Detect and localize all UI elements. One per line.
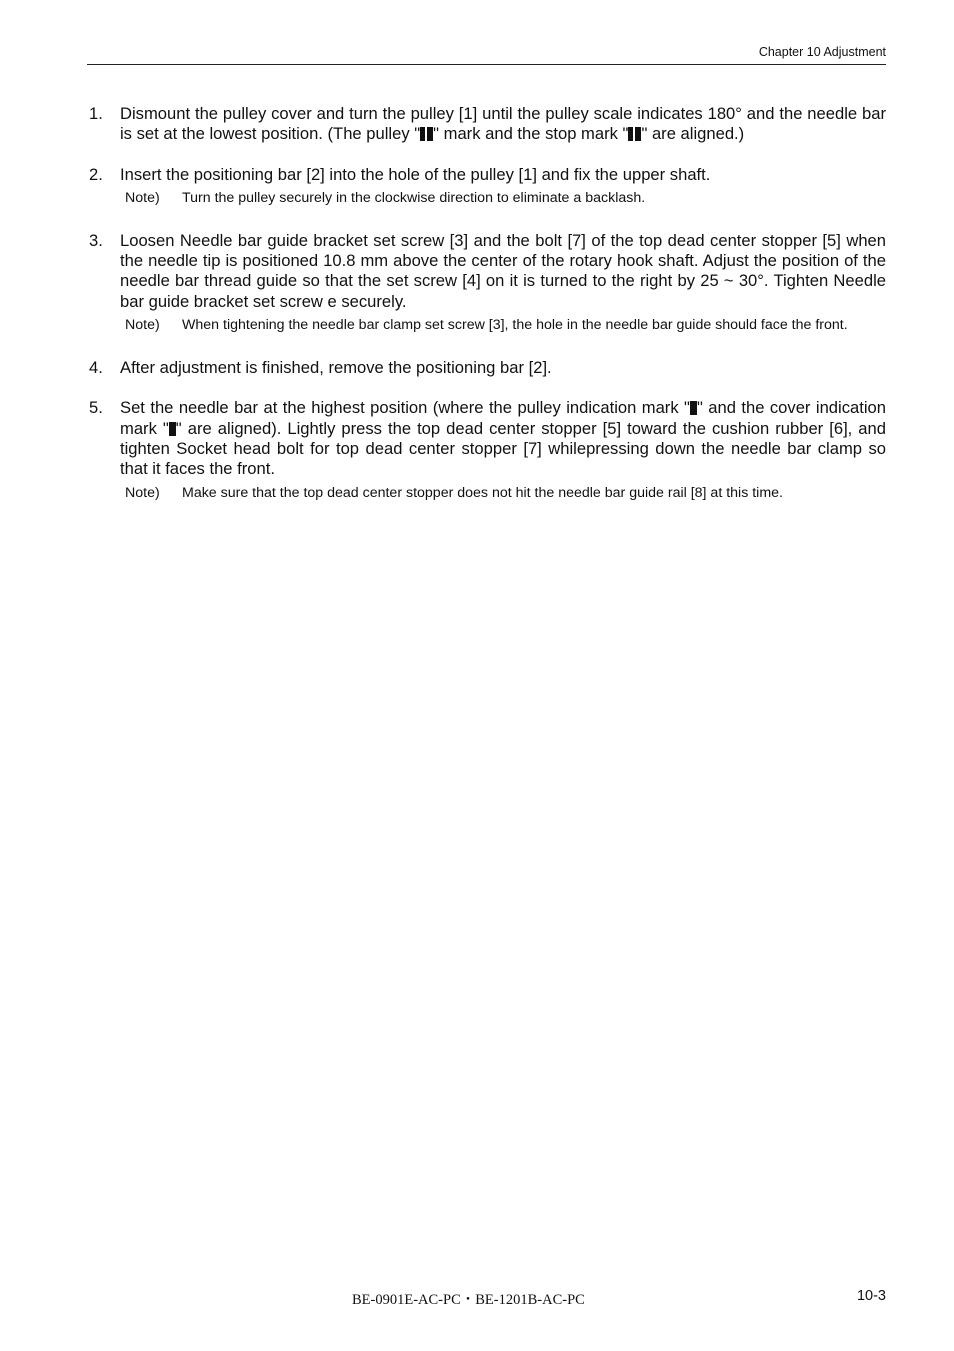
step-text-part: " mark and the stop mark " — [433, 124, 629, 144]
step-text-part: Set the needle bar at the highest position (where the pulley indication mark " — [120, 398, 690, 418]
step-5 — [89, 398, 886, 479]
step-3-note — [89, 316, 886, 334]
note-label: Note) — [125, 189, 160, 206]
step-5-note — [89, 484, 886, 502]
note-text: Turn the pulley securely in the clockwise direction to eliminate a backlash. — [182, 189, 646, 206]
adjustment-steps — [89, 104, 886, 502]
step-text-part: " are aligned). Lightly press the top dead center stopper [5] toward the cushion rubber [6], and tighten Socket head bolt for top dead center stopper [7] whilepressing down the needle bar clamp so that it faces the front. — [120, 418, 886, 479]
step-2 — [89, 165, 886, 185]
header-divider — [87, 64, 886, 65]
stop-mark-icon — [628, 127, 641, 141]
step-number: 3. — [89, 230, 103, 250]
step-number: 2. — [89, 164, 103, 184]
step-2-note — [89, 189, 886, 207]
note-label: Note) — [125, 317, 160, 334]
step-text: Insert the positioning bar [2] into the hole of the pulley [1] and fix the upper shaft. — [120, 164, 711, 184]
step-number: 1. — [89, 104, 103, 123]
step-text-part: " are aligned.) — [641, 124, 745, 144]
step-text-part: " and the cover indication mark " — [120, 398, 886, 438]
step-number: 4. — [89, 358, 103, 378]
step-text — [120, 104, 886, 145]
pulley-indication-mark-icon — [690, 401, 697, 415]
step-text: After adjustment is finished, remove the positioning bar [2]. — [120, 358, 552, 378]
step-text-part: Dismount the pulley cover and turn the pulley [1] until the pulley scale indicates 180° and the needle bar is set at the lowest position. (The pulley " — [120, 104, 886, 144]
chapter-header: Chapter 10 Adjustment — [758, 45, 886, 59]
model-numbers: BE-0901E-AC-PC・BE-1201B-AC-PC — [352, 1292, 585, 1308]
step-1 — [89, 104, 886, 145]
page-number: 10-3 — [856, 1288, 886, 1304]
step-3 — [89, 231, 886, 312]
cover-indication-mark-icon — [169, 422, 176, 436]
step-text — [120, 398, 886, 479]
step-4 — [89, 358, 886, 378]
note-label: Note) — [125, 484, 160, 501]
pulley-mark-icon — [420, 127, 433, 141]
note-text: Make sure that the top dead center stopper does not hit the needle bar guide rail [8] at this time. — [182, 484, 783, 501]
note-text: When tightening the needle bar clamp set screw [3], the hole in the needle bar guide should face the front. — [182, 317, 848, 334]
step-text: Loosen Needle bar guide bracket set screw [3] and the bolt [7] of the top dead center stopper [5] when the needle tip is positioned 10.8 mm above the center of the rotary hook shaft. Adjust the position of the needle bar thread guide so that the set screw [4] on it is turned to the right by 25 ~ 30°. Tighten Needle bar guide bracket set screw e securely. — [120, 230, 886, 311]
step-number: 5. — [89, 398, 103, 418]
